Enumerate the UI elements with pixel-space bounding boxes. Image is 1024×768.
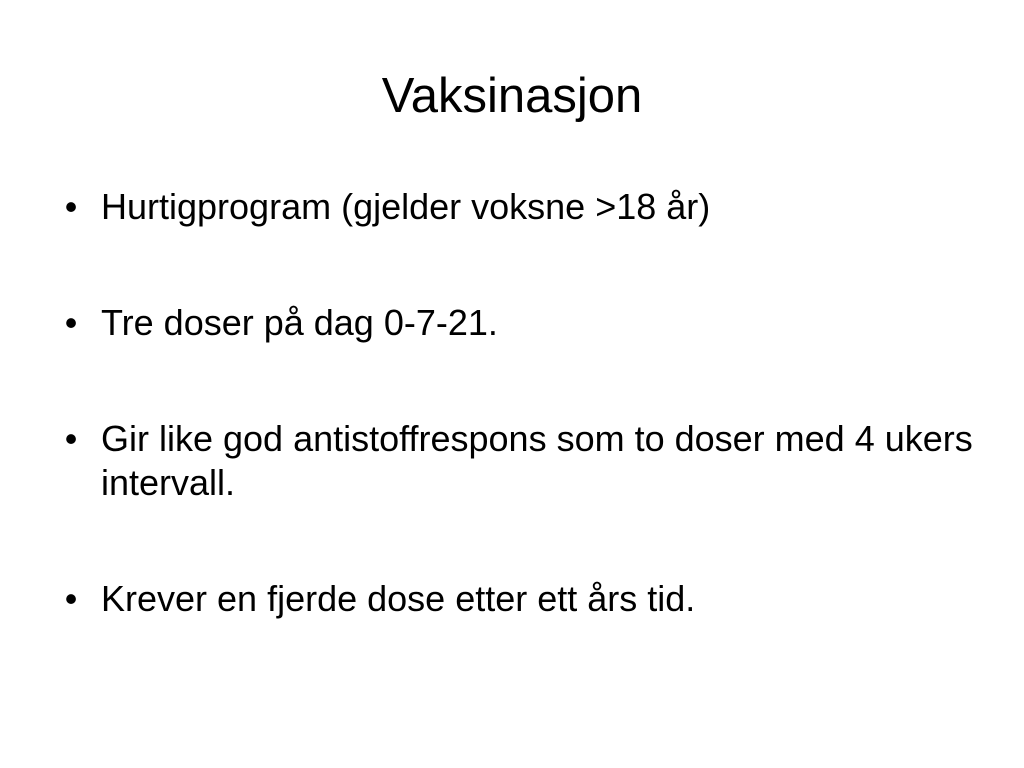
- bullet-item: [56, 417, 976, 505]
- bullet-item: [56, 577, 976, 621]
- slide-title: Vaksinasjon: [381, 69, 643, 123]
- bullet-text: Tre doser på dag 0-7-21.: [101, 302, 498, 343]
- bullet-text: Krever en fjerde dose etter ett års tid.: [101, 578, 696, 619]
- bullet-icon: •: [64, 578, 78, 619]
- bullet-text: Hurtigprogram (gjelder voksne >18 år): [101, 186, 711, 227]
- bullet-text: Gir like god antistoffrespons som to doser med 4 ukers intervall.: [101, 418, 973, 503]
- bullet-list: [56, 185, 976, 621]
- bullet-item: [56, 301, 976, 345]
- bullet-icon: •: [64, 186, 78, 227]
- bullet-item: [56, 185, 976, 229]
- bullet-icon: •: [64, 302, 78, 343]
- bullet-icon: •: [64, 418, 78, 459]
